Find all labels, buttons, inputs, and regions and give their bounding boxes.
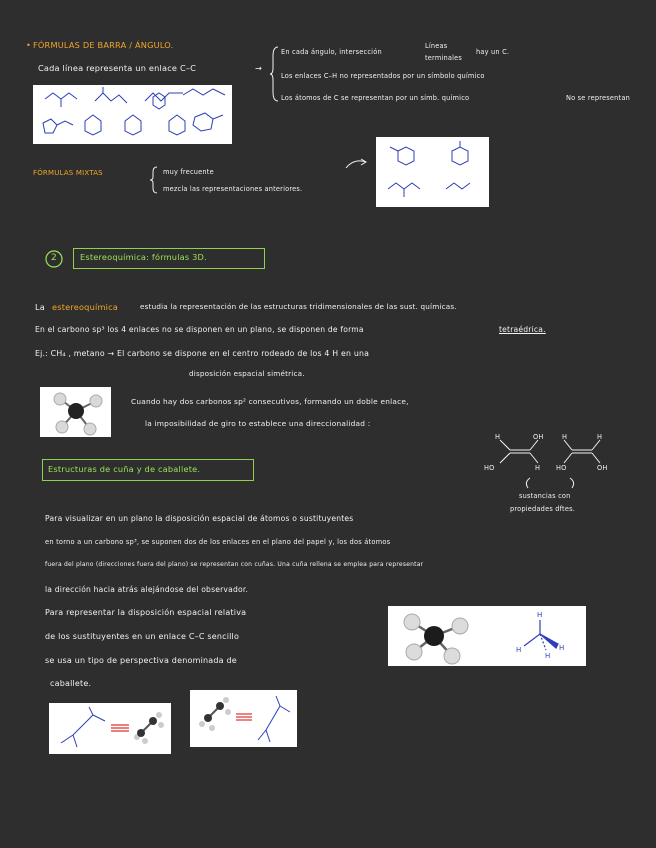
- sawhorse-image-1: [49, 703, 171, 754]
- isomer-label: H: [562, 433, 568, 441]
- bullet-b: Los enlaces C–H no representados por un símbolo químico: [281, 72, 485, 80]
- curved-arrow-icon: [344, 156, 368, 170]
- skeletal-formulas-image: [33, 85, 232, 144]
- s2-bullet1: Cuando hay dos carbonos sp² consecutivos, formando un doble enlace,: [131, 397, 409, 406]
- s2-p1-keyword: estereoquímica: [52, 302, 119, 312]
- methane-wedge-image: [388, 606, 586, 666]
- sawhorse-drawing-1: [49, 703, 171, 754]
- s3-p6: de los sustituyentes en un enlace C–C sencillo: [45, 632, 240, 641]
- sawhorse-drawing-2: [190, 690, 297, 747]
- isomer-label: HO: [556, 464, 567, 472]
- arrow-icon: →: [255, 63, 263, 73]
- isomer-label: OH: [597, 464, 608, 472]
- skeletal-formulas-drawing: [33, 85, 232, 144]
- svg-text:H: H: [559, 644, 565, 652]
- s3-p2: en torno a un carbono sp³, se suponen dos de los enlaces en el plano del papel y, los dos átomos: [45, 538, 391, 546]
- s3-p4: la dirección hacia atrás alejándose del observador.: [45, 585, 249, 594]
- s2-p2: En el carbono sp³ los 4 enlaces no se disponen en un plano, se disponen de forma: [35, 325, 364, 334]
- s3-p3: fuera del plano (direcciones fuera del plano) se representan con cuñas. Una cuña rellena se emplea para representar: [45, 561, 424, 568]
- isomer-note1: sustancias con: [519, 492, 571, 500]
- bullet-c: Los átomos de C se representan por un símb. químico: [281, 94, 470, 102]
- s2-p1-pre: La: [35, 302, 45, 312]
- isomer-label: HO: [484, 464, 495, 472]
- s3-p7: se usa un tipo de perspectiva denominada de: [45, 656, 237, 665]
- s2-p2-keyword: tetraédrica.: [499, 325, 546, 334]
- mixed-formulas-image: [376, 137, 489, 207]
- s3-p5: Para representar la disposición espacial relativa: [45, 608, 247, 617]
- sawhorse-image-2: [190, 690, 297, 747]
- brace-icon: [150, 166, 158, 194]
- section1-title: FÓRMULAS DE BARRA / ÁNGULO.: [33, 40, 174, 50]
- bullet-a-branch1: Líneas: [425, 42, 448, 50]
- bullet-c-tail: No se representan: [566, 94, 630, 102]
- s3-p1: Para visualizar en un plano la disposición espacial de átomos o sustituyentes: [45, 514, 354, 523]
- s2-p3: Ej.: CH₄ , metano → El carbono se dispone en el centro rodeado de los 4 H en una: [35, 349, 370, 358]
- svg-text:H: H: [516, 646, 522, 654]
- svg-text:H: H: [537, 611, 543, 619]
- isomer-label: H: [495, 433, 501, 441]
- s2-p1-post: estudia la representación de las estructuras tridimensionales de las sust. químicas.: [140, 302, 457, 311]
- isomer-label: OH: [533, 433, 544, 441]
- mixed-item1: muy frecuente: [163, 168, 214, 176]
- brace-icon: [270, 46, 280, 102]
- s2-p3b: disposición espacial simétrica.: [189, 369, 305, 378]
- section1-line1: Cada línea representa un enlace C–C: [38, 63, 197, 73]
- curved-arrows-icon: [520, 476, 580, 490]
- section-mixed-title: FÓRMULAS MIXTAS: [33, 169, 103, 177]
- mixed-item2: mezcla las representaciones anteriores.: [163, 185, 303, 193]
- bullet-a-post: hay un C.: [476, 48, 510, 56]
- bullet-a-branch2: terminales: [425, 54, 463, 62]
- methane-ball-and-wedge: [388, 606, 586, 666]
- isomer-note2: propiedades dftes.: [510, 505, 576, 513]
- mixed-formulas-drawing: [376, 137, 489, 207]
- s3-p8: caballete.: [50, 679, 92, 688]
- isomer-label: H: [535, 464, 541, 472]
- section2-title: Estereoquímica: fórmulas 3D.: [80, 252, 207, 262]
- methane-ball-model: [40, 387, 111, 437]
- section3-title: Estructuras de cuña y de caballete.: [48, 464, 201, 474]
- svg-text:H: H: [545, 652, 551, 660]
- methane-3d-image: [40, 387, 111, 437]
- s2-bullet2: la imposibilidad de giro to establece una direccionalidad :: [145, 419, 371, 428]
- section2-number: 2: [51, 253, 57, 263]
- isomer-label: H: [597, 433, 603, 441]
- bullet-a: En cada ángulo, intersección: [281, 48, 382, 56]
- bullet-dot: •: [26, 40, 32, 50]
